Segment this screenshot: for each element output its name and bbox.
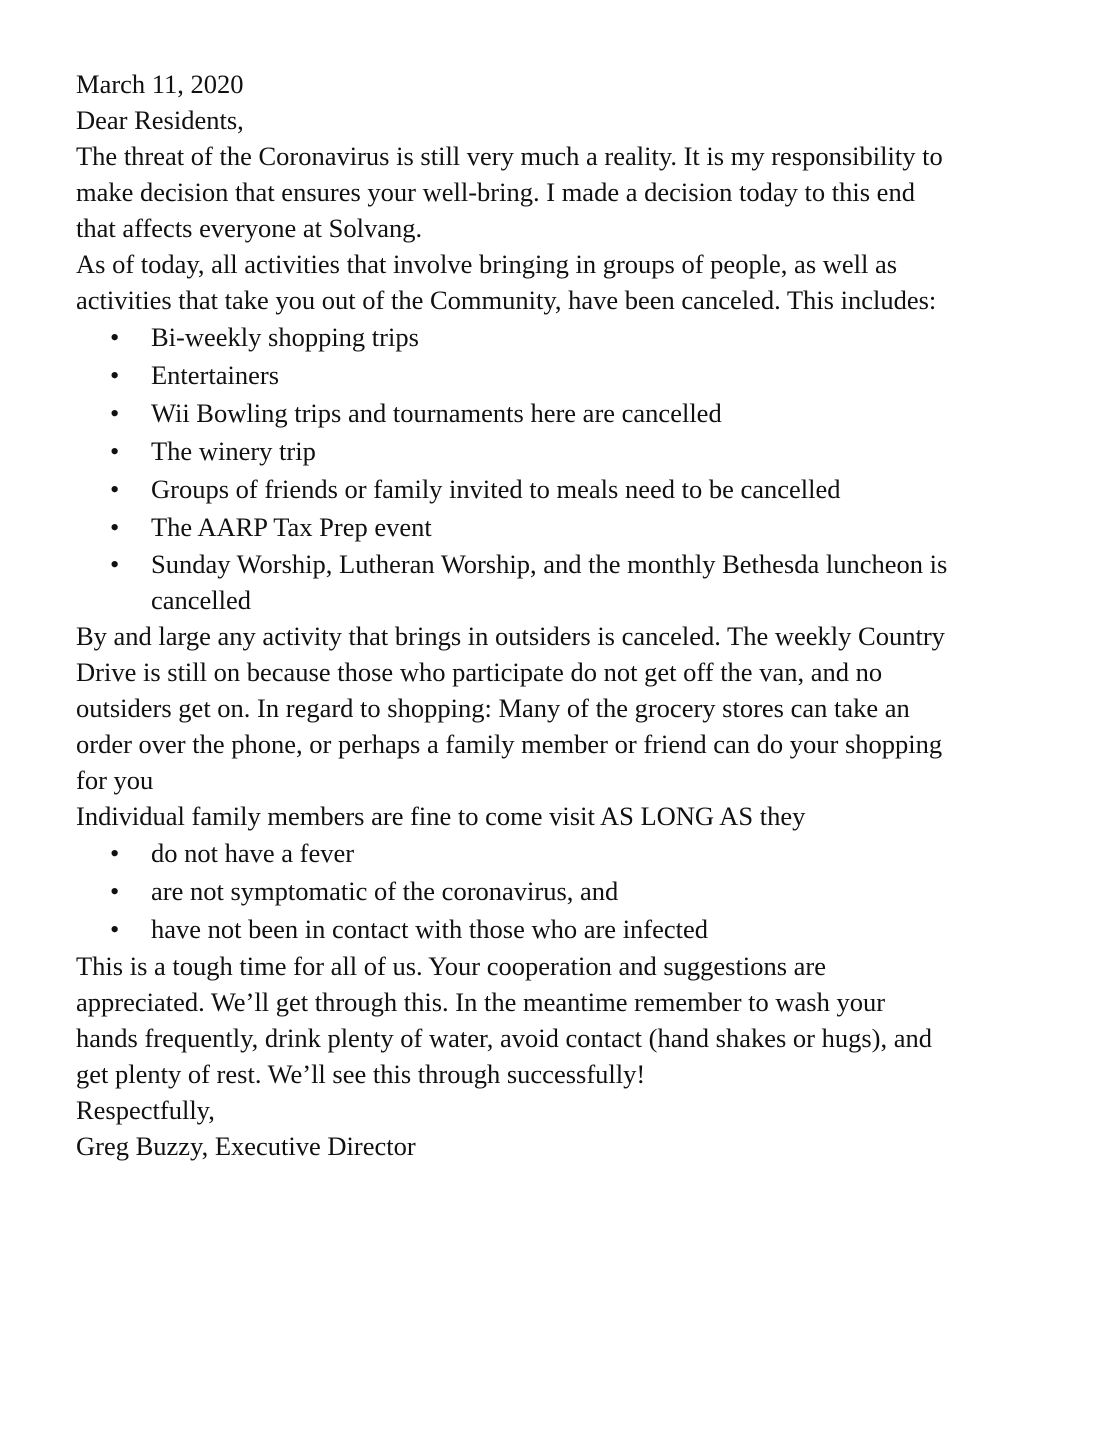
list-item	[110, 318, 1054, 356]
list-item-text: Entertainers	[151, 360, 280, 390]
list-item-text: Bi-weekly shopping trips	[151, 322, 419, 352]
bullet-icon: •	[110, 914, 120, 944]
outsiders-line: By and large any activity that brings in outsiders is canceled. The weekly Country	[76, 621, 945, 651]
intro-line: make decision that ensures your well-bring. I made a decision today to this end	[76, 177, 915, 207]
outsiders-paragraph	[76, 618, 1054, 798]
list-item	[110, 546, 1054, 618]
closing-line: This is a tough time for all of us. Your cooperation and suggestions are	[76, 951, 826, 981]
cancellation-paragraph	[76, 246, 1054, 318]
list-item	[110, 508, 1054, 546]
closing-line: appreciated. We’ll get through this. In the meantime remember to wash your	[76, 987, 886, 1017]
bullet-icon: •	[110, 398, 120, 428]
bullet-icon: •	[110, 549, 120, 579]
list-item	[110, 356, 1054, 394]
list-item-text: Wii Bowling trips and tournaments here are cancelled	[151, 398, 722, 428]
cancellation-line: activities that take you out of the Community, have been canceled. This includes:	[76, 285, 937, 315]
list-item	[110, 910, 1054, 948]
list-item-text: are not symptomatic of the coronavirus, and	[151, 876, 619, 906]
bullet-icon: •	[110, 436, 120, 466]
closing-line: get plenty of rest. We’ll see this through successfully!	[76, 1059, 646, 1089]
outsiders-line: order over the phone, or perhaps a family member or friend can do your shopping	[76, 729, 943, 759]
list-item	[110, 470, 1054, 508]
closing-line: hands frequently, drink plenty of water, avoid contact (hand shakes or hugs), and	[76, 1023, 933, 1053]
list-item-text: Groups of friends or family invited to meals need to be cancelled	[151, 474, 841, 504]
intro-paragraph	[76, 138, 1054, 246]
outsiders-line: Drive is still on because those who participate do not get off the van, and no	[76, 657, 883, 687]
cancellation-line: As of today, all activities that involve bringing in groups of people, as well as	[76, 249, 898, 279]
list-item	[110, 834, 1054, 872]
letter-signature: Greg Buzzy, Executive Director	[76, 1131, 416, 1161]
list-item-text	[151, 546, 1054, 618]
letter-closing: Respectfully,	[76, 1095, 215, 1125]
list-item-text: The winery trip	[151, 436, 316, 466]
list-item-text: do not have a fever	[151, 838, 355, 868]
closing-paragraph	[76, 948, 1054, 1092]
letter-date: March 11, 2020	[76, 69, 244, 99]
bullet-icon: •	[110, 474, 120, 504]
outsiders-line: outsiders get on. In regard to shopping: Many of the grocery stores can take an	[76, 693, 910, 723]
list-item	[110, 394, 1054, 432]
cancelled-activities-list	[110, 318, 1054, 618]
bullet-icon: •	[110, 512, 120, 542]
bullet-icon: •	[110, 838, 120, 868]
intro-line: The threat of the Coronavirus is still very much a reality. It is my responsibility to	[76, 141, 943, 171]
list-item-text: have not been in contact with those who are infected	[151, 914, 709, 944]
list-item-text: The AARP Tax Prep event	[151, 512, 432, 542]
list-item	[110, 432, 1054, 470]
list-item-line: cancelled	[151, 585, 252, 615]
visit-intro: Individual family members are fine to come visit AS LONG AS they	[76, 801, 806, 831]
intro-line: that affects everyone at Solvang.	[76, 213, 423, 243]
bullet-icon: •	[110, 360, 120, 390]
list-item	[110, 872, 1054, 910]
bullet-icon: •	[110, 876, 120, 906]
bullet-icon: •	[110, 322, 120, 352]
visit-conditions-list	[110, 834, 1054, 948]
outsiders-line: for you	[76, 765, 154, 795]
list-item-line: Sunday Worship, Lutheran Worship, and the monthly Bethesda luncheon is	[151, 549, 948, 579]
letter-salutation: Dear Residents,	[76, 105, 244, 135]
